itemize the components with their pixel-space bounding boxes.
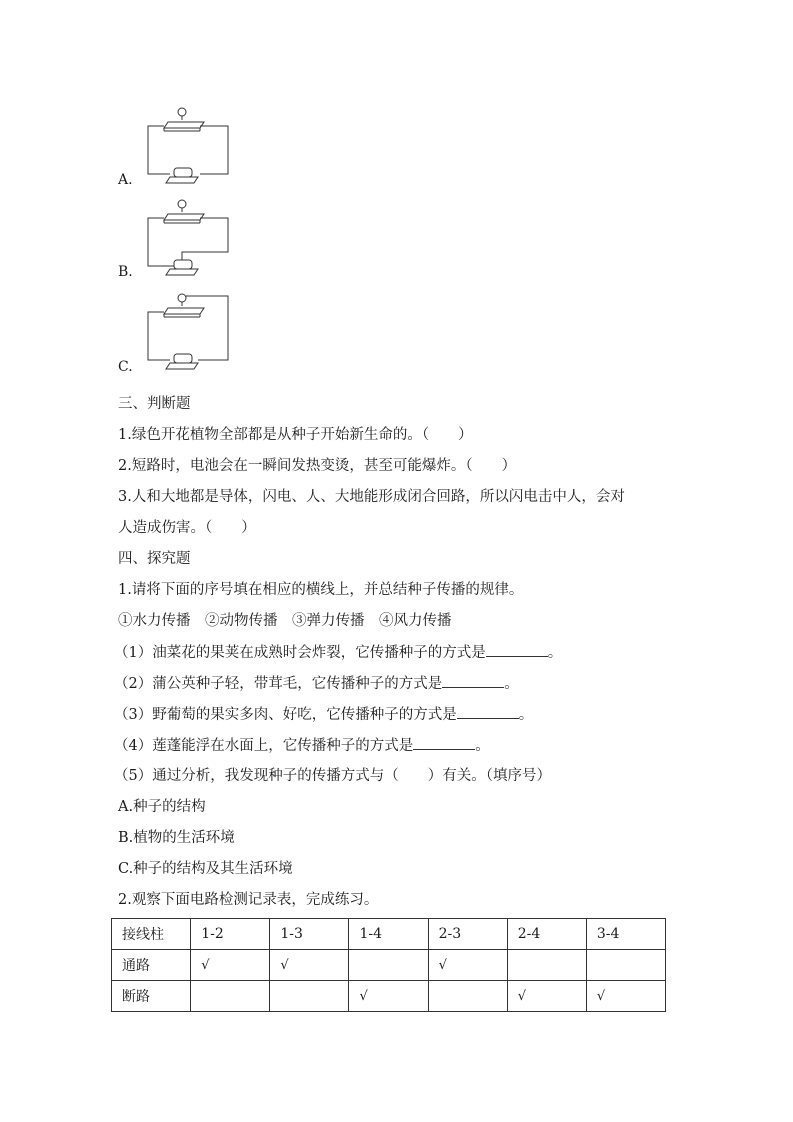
- inquiry-q1-sub3: [114, 704, 533, 725]
- answer-blank[interactable]: [442, 673, 504, 688]
- header-cell: 2-3: [428, 919, 507, 950]
- inquiry-q1-sub1: [114, 642, 562, 663]
- sub-question-text: （3）野葡萄的果实多肉、好吃，它传播种子的方式是: [114, 707, 457, 723]
- judge-item-2: 2.短路时，电池会在一瞬间发热变烫，甚至可能爆炸。（ ）: [118, 458, 517, 474]
- header-cell: 2-4: [507, 919, 586, 950]
- inquiry-q1-prompt: 1.请将下面的序号填在相应的横线上，并总结种子传播的规律。: [118, 582, 524, 598]
- sub-question-end: 。: [504, 676, 519, 692]
- sub-question-end: 。: [475, 738, 490, 754]
- judge-item-3: 3.人和大地都是导体，闪电、人、大地能形成闭合回路，所以闪电击中人，会对: [118, 489, 625, 505]
- table-cell: [428, 981, 507, 1012]
- table-row: [112, 981, 666, 1012]
- table-cell: √: [586, 981, 665, 1012]
- table-cell: [507, 950, 586, 981]
- judge-item-1: 1.绿色开花植物全部都是从种子开始新生命的。（ ）: [118, 427, 473, 443]
- table-row: [112, 950, 666, 981]
- table-cell: √: [349, 981, 428, 1012]
- judge-item-3-cont: 人造成伤害。（ ）: [118, 520, 256, 536]
- circuit-diagram-b: [140, 196, 235, 278]
- sub-question-text: （2）蒲公英种子轻，带茸毛，它传播种子的方式是: [114, 676, 443, 692]
- table-cell: [349, 950, 428, 981]
- circuit-bulb-battery-icon: [140, 104, 235, 186]
- inquiry-option-a: A.种子的结构: [118, 799, 206, 815]
- table-cell: √: [270, 950, 349, 981]
- option-c-label: C.: [118, 359, 133, 375]
- circuit-record-table: [111, 918, 666, 1012]
- row-label: 断路: [112, 981, 191, 1012]
- inquiry-q2-prompt: 2.观察下面电路检测记录表，完成练习。: [118, 892, 379, 908]
- circuit-diagram-c: [140, 290, 235, 372]
- circuit-diagram-a: [140, 104, 235, 186]
- table-header-row: [112, 919, 666, 950]
- header-cell: 1-4: [349, 919, 428, 950]
- table-cell: [191, 981, 270, 1012]
- inquiry-option-b: B.植物的生活环境: [118, 830, 235, 846]
- inquiry-q1-sub5: （5）通过分析，我发现种子的传播方式与（ ）有关。（填序号）: [114, 768, 551, 784]
- header-cell: 1-3: [270, 919, 349, 950]
- sub-question-end: 。: [518, 707, 534, 723]
- header-cell: 1-2: [191, 919, 270, 950]
- header-cell: 接线柱: [112, 919, 191, 950]
- table-cell: √: [191, 950, 270, 981]
- option-a-label: A.: [118, 172, 133, 188]
- section-4-title: 四、探究题: [118, 551, 191, 567]
- table-cell: √: [428, 950, 507, 981]
- answer-blank[interactable]: [486, 642, 548, 657]
- sub-question-end: 。: [547, 645, 563, 661]
- table-cell: √: [507, 981, 586, 1012]
- inquiry-option-c: C.种子的结构及其生活环境: [118, 861, 293, 877]
- table-cell: [270, 981, 349, 1012]
- option-b-label: B.: [118, 264, 133, 280]
- header-cell: 3-4: [586, 919, 665, 950]
- section-3-title: 三、判断题: [118, 396, 191, 412]
- circuit-bulb-battery-icon: [140, 290, 235, 372]
- sub-question-text: （1）油菜花的果荚在成熟时会炸裂，它传播种子的方式是: [114, 645, 486, 661]
- table-cell: [586, 950, 665, 981]
- inquiry-q1-sub2: [114, 673, 519, 694]
- sub-question-text: （4）莲蓬能浮在水面上，它传播种子的方式是: [114, 738, 414, 754]
- inquiry-q1-sub4: [114, 735, 490, 756]
- row-label: 通路: [112, 950, 191, 981]
- answer-blank[interactable]: [413, 735, 475, 750]
- answer-blank[interactable]: [457, 704, 519, 719]
- inquiry-q1-choices: ①水力传播 ②动物传播 ③弹力传播 ④风力传播: [118, 613, 452, 629]
- circuit-bulb-battery-icon: [140, 196, 235, 278]
